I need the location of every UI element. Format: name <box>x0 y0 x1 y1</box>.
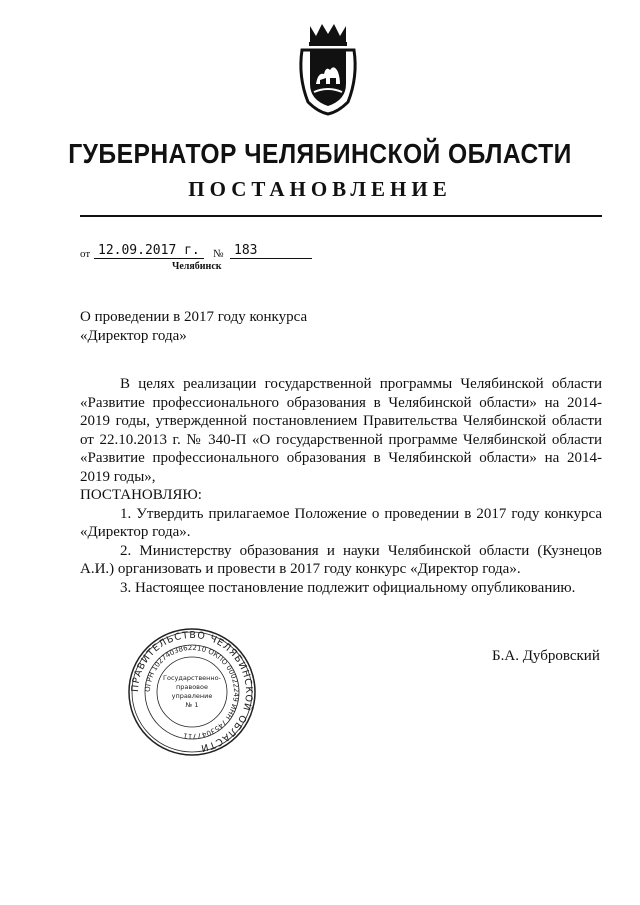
city-label: Челябинск <box>172 261 222 272</box>
issuing-authority: ГУБЕРНАТОР ЧЕЛЯБИНСКОЙ ОБЛАСТИ <box>68 138 572 169</box>
stamp-center-line-4: № 1 <box>185 701 199 709</box>
document-date: 12.09.2017 г. <box>94 243 204 259</box>
stamp-inner-text: ОГРН 1027403862210 ОКПО 00022249 ИНН 7453047711 <box>143 643 241 741</box>
stamp-center-line-1: Государственно- <box>163 674 221 682</box>
document-subject <box>80 308 480 345</box>
header-divider <box>80 215 602 217</box>
stamp-outer-text: ПРАВИТЕЛЬСТВО ЧЕЛЯБИНСКОЙ ОБЛАСТИ <box>129 629 255 754</box>
resolution-item-1: 1. Утвердить прилагаемое Положение о проведении в 2017 году конкурса «Директор года». <box>80 505 602 540</box>
official-seal <box>126 626 258 758</box>
preamble-paragraph: В целях реализации государственной программы Челябинской области «Развитие профессионального образования в Челябинской области» на 2014-2019 годы, утвержденной постановлением Правительства Челябинской области от 22.10.2013 г. № 340-П «О государственной программе Челябинской области «Развитие профессионального образования в Челябинской области» на 2014-2019 годы», <box>80 376 602 485</box>
document-body <box>80 375 602 597</box>
date-prefix: от <box>80 248 91 260</box>
signatory-name: Б.А. Дубровский <box>492 648 600 664</box>
stamp-center-line-3: управление <box>171 692 213 700</box>
number-prefix: № <box>213 248 224 260</box>
document-number: 183 <box>230 243 312 259</box>
subject-line-2: «Директор года» <box>80 327 187 344</box>
stamp-center-line-2: правовое <box>176 683 208 691</box>
subject-line-1: О проведении в 2017 году конкурса <box>80 309 308 325</box>
resolution-item-2: 2. Министерству образования и науки Челябинской области (Кузнецов А.И.) организовать и провести в 2017 году конкурс «Директор года». <box>80 542 602 577</box>
coat-of-arms-icon <box>296 22 360 116</box>
resolution-item-3: 3. Настоящее постановление подлежит официальному опубликованию. <box>120 579 576 596</box>
resolve-line: ПОСТАНОВЛЯЮ: <box>80 487 202 503</box>
document-type: ПОСТАНОВЛЕНИЕ <box>188 177 452 201</box>
